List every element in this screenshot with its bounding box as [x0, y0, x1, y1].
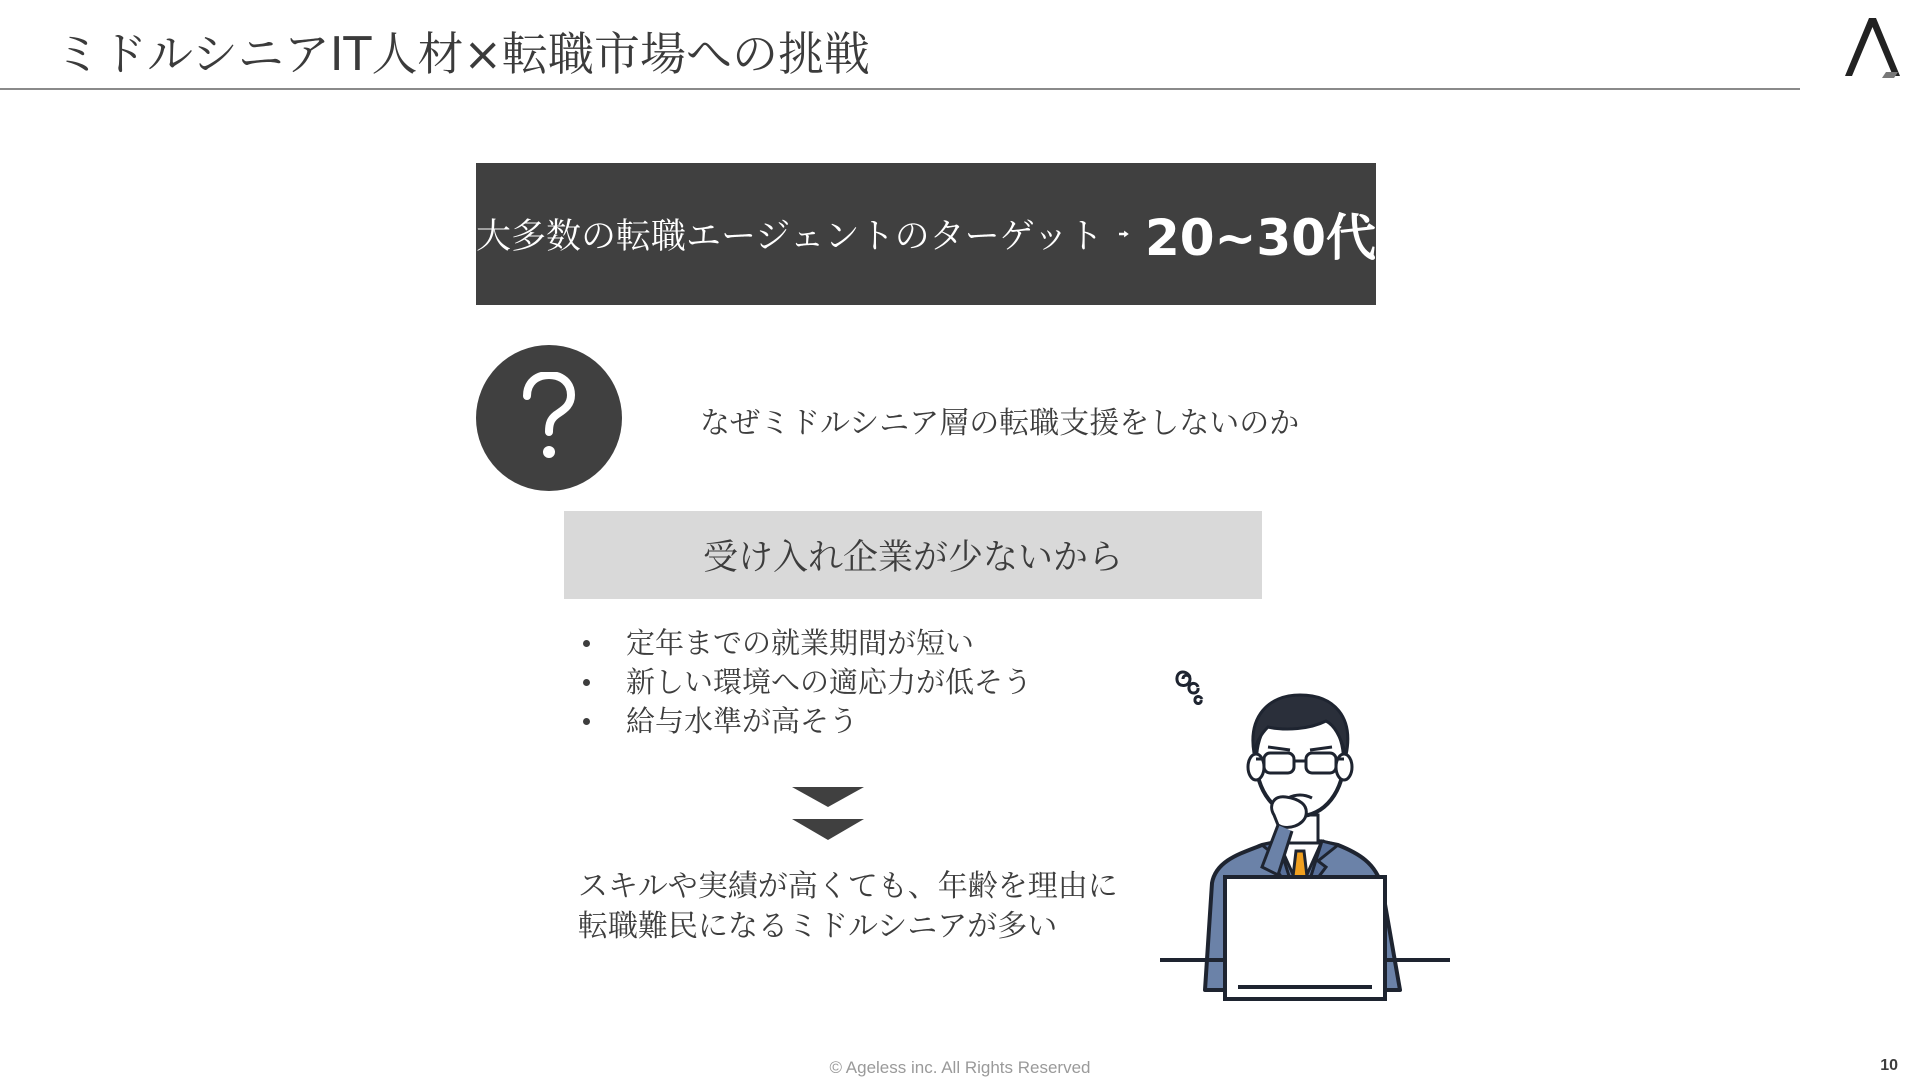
- conclusion-line: 転職難民になるミドルシニアが多い: [578, 909, 1058, 944]
- bullet-dot: [583, 679, 590, 686]
- ageless-logo-icon: [1836, 14, 1902, 80]
- list-item: [580, 624, 1032, 663]
- conclusion-text: [578, 867, 1118, 947]
- target-banner: [476, 163, 1376, 305]
- bullet-text: 新しい環境への適応力が低そう: [626, 665, 1033, 699]
- question-mark-icon: [519, 372, 579, 464]
- worried-businessman-laptop-icon: [1150, 655, 1455, 1005]
- question-text: なぜミドルシニア層の転職支援をしないのか: [700, 406, 1300, 441]
- bullet-dot: [583, 640, 590, 647]
- double-chevron-down-icon: [792, 785, 864, 845]
- right-arrow-icon: [1119, 221, 1129, 247]
- title-divider: [0, 88, 1800, 90]
- slide-title: ミドルシニアIT人材×転職市場への挑戦: [55, 27, 871, 81]
- target-text: 大多数の転職エージェントのターゲット: [476, 217, 1104, 257]
- bullet-text: 定年までの就業期間が短い: [626, 626, 975, 660]
- question-badge: [476, 345, 622, 491]
- page-number: 10: [1880, 1057, 1898, 1074]
- footer-copyright: © Ageless inc. All Rights Reserved: [829, 1058, 1091, 1077]
- bullet-text: 給与水準が高そう: [626, 704, 859, 738]
- reason-bullet-list: [580, 624, 1032, 741]
- target-age: 20~30代: [1144, 209, 1376, 267]
- reason-box: 受け入れ企業が少ないから: [564, 511, 1262, 599]
- list-item: [580, 702, 1032, 741]
- list-item: [580, 663, 1032, 702]
- bullet-dot: [583, 718, 590, 725]
- conclusion-line: スキルや実績が高くても、年齢を理由に: [578, 869, 1118, 904]
